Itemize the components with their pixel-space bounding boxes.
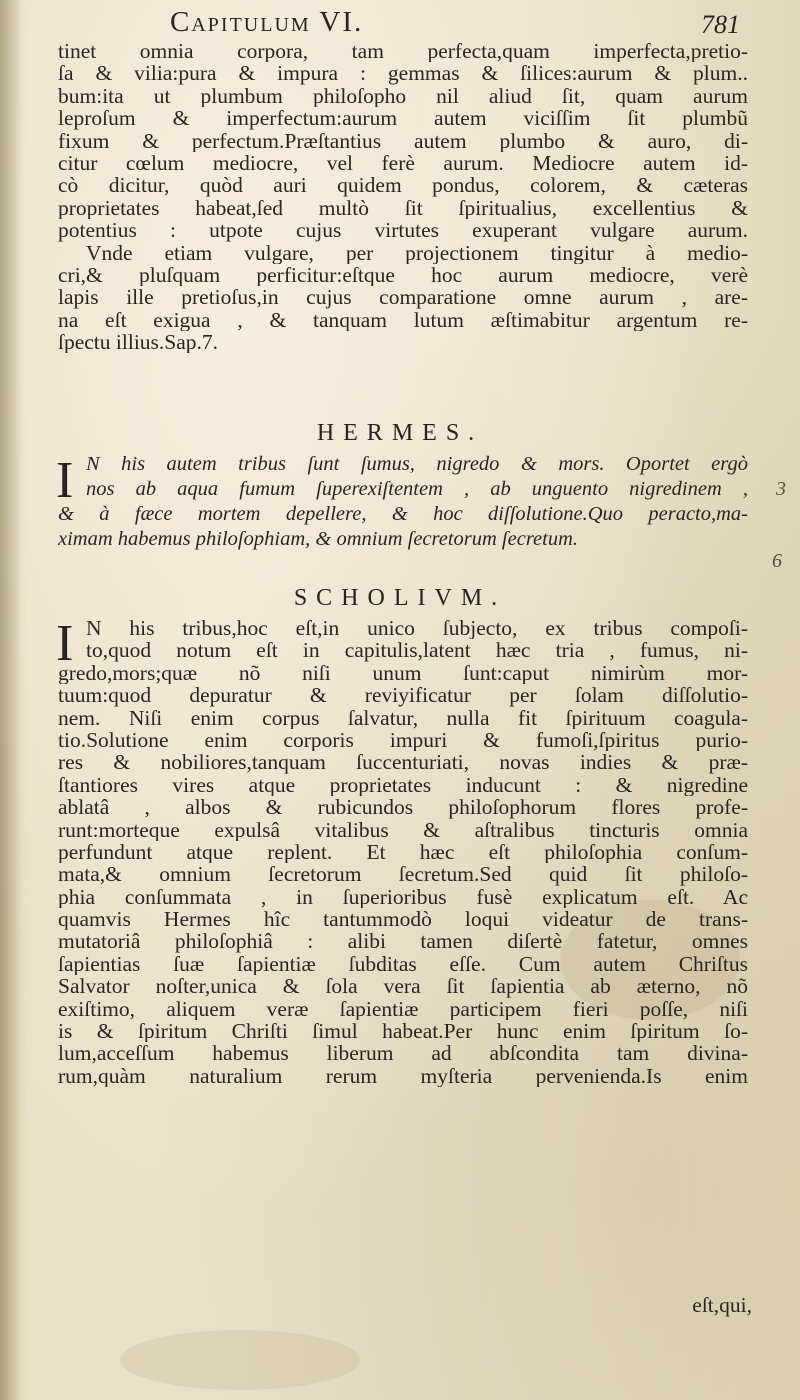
drop-cap: I <box>56 452 74 509</box>
section-heading-scholium: SCHOLIVM. <box>293 585 507 611</box>
text-line: & à fæce mortem depellere, & hoc diſſolutione.Quo peracto,ma- <box>58 503 748 525</box>
text-line: citur cœlum mediocre, vel ferè aurum. Mediocre autem id- <box>58 151 748 175</box>
text-line: Salvator noſter,unica & ſola vera ſit ſapientia ab æterno, nõ <box>58 975 748 998</box>
chapter-title: Capitulum VI. <box>170 6 364 38</box>
scholium-paragraph <box>58 617 748 1087</box>
text-line: mutatoriâ philoſophiâ : alibi tamen diſertè fatetur, omnes <box>58 930 748 953</box>
text-line: nem. Niſi enim corpus ſalvatur, nulla fit ſpirituum coagula- <box>58 706 748 729</box>
folio-number: 781 <box>701 10 740 39</box>
text-line: tuum:quod depuratur & reviyificatur per ſolam diſſolutio- <box>58 684 748 707</box>
text-line: perfundunt atque replent. Et hæc eſt philoſophia conſum- <box>58 840 748 864</box>
text-line: rum,quàm naturalium rerum myſteria perveniendа.Is enim <box>58 1064 748 1088</box>
text-line: res & nobiliores,tanquam ſuccenturiati, novas indies & præ- <box>58 751 748 774</box>
text-line: lum,acceſſum habemus liberum ad abſcondita tam divina- <box>58 1042 748 1065</box>
text-line: is & ſpiritum Chriſti ſimul habeat.Per hunc enim ſpiritum ſo- <box>58 1020 748 1043</box>
text-line: potentius : utpote cujus virtutes exuperant vulgare aurum. <box>58 219 748 242</box>
text-line: na eſt exigua , & tanquam lutum æſtimabitur argentum re- <box>58 308 748 332</box>
text-line: cri,& pluſquam perficitur:eſtque hoc aurum mediocre, verè <box>58 263 748 287</box>
catchword: eſt,qui, <box>692 1293 752 1317</box>
hermes-quotation <box>58 452 748 552</box>
text-line: N his tribus,hoc eſt,in unico ſubjecto, ex tribus compoſi- <box>86 617 748 640</box>
text-line: lapis ille pretioſus,in cujus comparatione omne aurum , are- <box>58 286 748 309</box>
text-line: runt:morteque expulsâ vitalibus & aſtralibus tincturis omnia <box>58 818 748 841</box>
text-line: to,quod notum eſt in capitulis,latent hæc tria , fumus, ni- <box>86 639 748 662</box>
text-line: proprietates habeat,ſed multò ſit ſpiritualius, excellentius & <box>58 196 748 220</box>
gutter-shadow <box>0 0 22 1400</box>
paragraph-1 <box>58 40 748 353</box>
margin-note: 3 <box>776 478 786 500</box>
text-line: ſtantiores vires atque proprietates inducunt : & nigredine <box>58 773 748 797</box>
text-line: ſapientias ſuæ ſapientiæ ſubditas eſſe. Cum autem Chriſtus <box>58 952 748 976</box>
text-line: ximam habemus philoſophiam, & omnium ſecretorum ſecretum. <box>58 528 579 550</box>
text-line: exiſtimo, aliquem veræ ſapientiæ participem fieri poſſe, niſi <box>58 997 748 1021</box>
section-heading-hermes: HERMES. <box>316 420 484 446</box>
text-line: ſpectu illius.Sap.7. <box>58 331 219 354</box>
text-line: tio.Solutione enim corporis impuri & fumoſi,ſpiritus puriо- <box>58 728 748 752</box>
text-line: Vnde etiam vulgare, per projectionem tingitur à medio- <box>86 241 748 264</box>
text-line: fixum & perfectum.Præſtantius autem plumbo & auro, di- <box>58 129 748 152</box>
text-line: leproſum & imperfectum:aurum autem viciſſim ſit plumbũ <box>58 107 748 130</box>
text-line: tinet omnia corpora, tam perfecta,quam imperfecta,pretio- <box>58 40 748 63</box>
text-line: quamvis Hermes hîc tantummodò loqui videatur de trans- <box>58 908 748 931</box>
margin-note: 6 <box>772 550 782 572</box>
text-line: cò dicitur, quòd auri quidem pondus, colorem, & cæteras <box>58 174 748 197</box>
text-line: gredo,mors;quæ nõ niſi unum ſunt:caput nimirùm mor- <box>58 661 748 685</box>
paper-stain <box>120 1330 360 1390</box>
text-line: ſa & vilia:pura & impura : gemmas & ſilices:aurum & plum.. <box>58 62 748 85</box>
text-line: N his autem tribus ſunt ſumus, nigredo & mors. Oportet ergò <box>86 453 748 475</box>
text-line: nos ab aqua fumum ſuperexiſtentem , ab unguento nigredinem , <box>86 478 748 500</box>
text-line: ablatâ , albos & rubicundos philoſophorum flores profe- <box>58 796 748 819</box>
text-line: bum:ita ut plumbum philoſopho nil aliud ſit, quam aurum <box>58 84 748 108</box>
text-line: phia conſummata , in ſuperioribus fusè explicatum eſt. Ac <box>58 885 748 909</box>
text-line: mata,& omnium ſecretorum ſecretum.Sed quid ſit philoſo- <box>58 863 748 886</box>
drop-cap: I <box>56 615 74 672</box>
